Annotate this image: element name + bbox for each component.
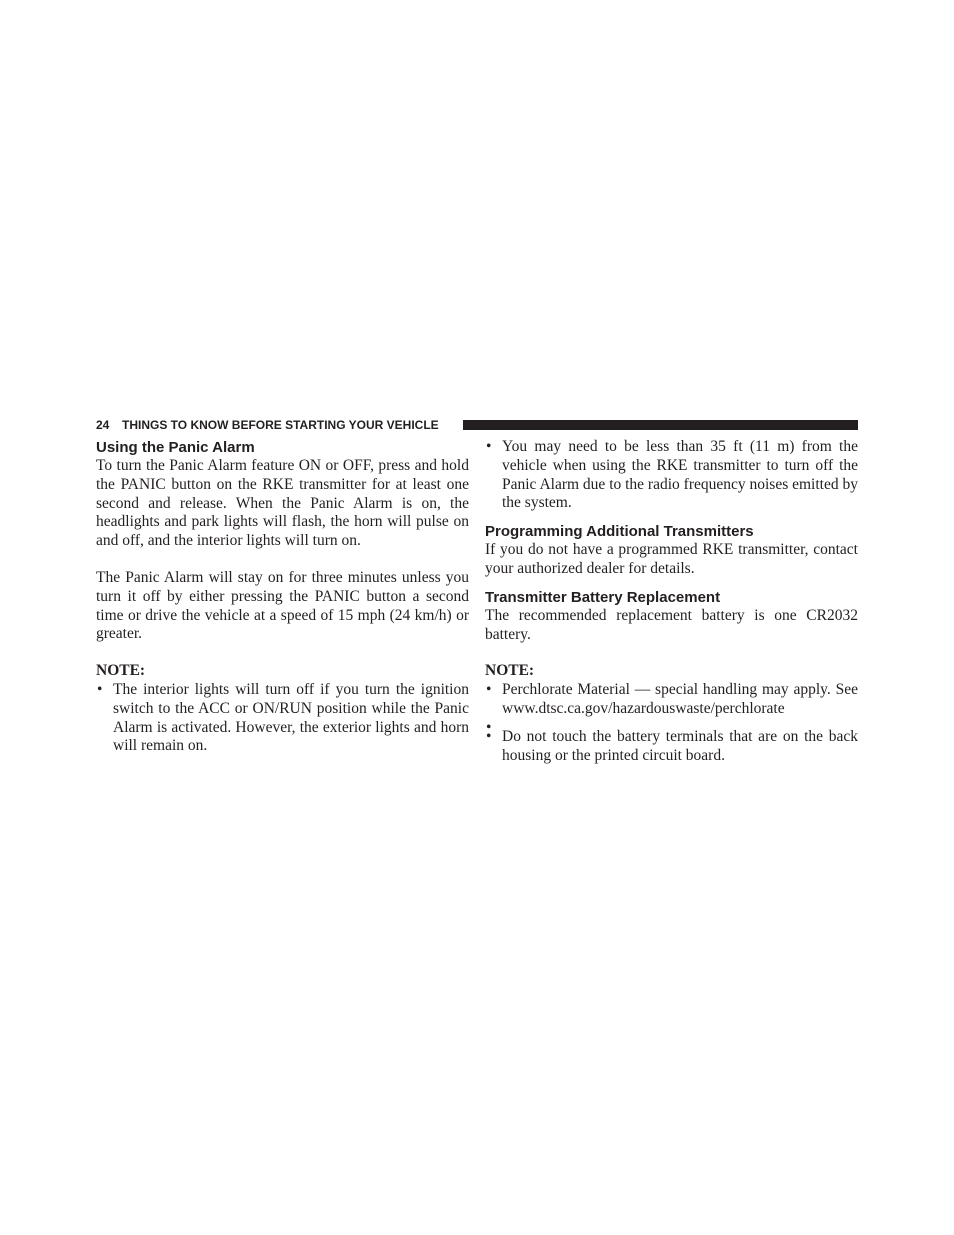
note-label: NOTE:: [485, 662, 535, 680]
note-list: [96, 681, 469, 756]
battery-paragraph: The recommended replacement battery is one CR2032 battery.: [485, 606, 858, 643]
section-title: THINGS TO KNOW BEFORE STARTING YOUR VEHICLE: [122, 418, 439, 432]
note-item: • The interior lights will turn off if you turn the ignition switch to the ACC or ON/RUN position while the Panic Alarm is activated. However, the exterior lights and horn will remain on.: [96, 681, 469, 756]
panic-alarm-heading: Using the Panic Alarm: [96, 439, 255, 456]
panic-alarm-paragraph-2: The Panic Alarm will stay on for three minutes unless you turn it off by either pressing the PANIC button a second time or drive the vehicle at a speed of 15 mph (24 km/h) or greater.: [96, 568, 469, 643]
panic-alarm-paragraph-1: To turn the Panic Alarm feature ON or OFF, press and hold the PANIC button on the RKE transmitter for at least one second and release. When the Panic Alarm is on, the headlights and park lights will flash, the horn will pulse on and off, and the interior lights will turn on.: [96, 457, 469, 550]
programming-transmitters-heading: Programming Additional Transmitters: [485, 523, 754, 541]
panic-bullet-list: [485, 438, 858, 513]
battery-terminals-note-item: • Do not touch the battery terminals that are on the back housing or the printed circuit board.: [485, 728, 858, 766]
note-list: [485, 681, 858, 765]
left-column: [96, 438, 469, 756]
note-label: NOTE:: [96, 662, 146, 680]
page-header: [96, 417, 858, 433]
battery-replacement-heading: Transmitter Battery Replacement: [485, 588, 721, 606]
list-spacer: [485, 719, 858, 728]
range-bullet-item: • You may need to be less than 35 ft (11 m) from the vehicle when using the RKE transmitter to turn off the Panic Alarm due to the radio frequency noises emitted by the system.: [485, 438, 858, 513]
header-rule-bar: [463, 420, 858, 430]
programming-paragraph: If you do not have a programmed RKE transmitter, contact your authorized dealer for details.: [485, 541, 858, 577]
right-column: [485, 438, 858, 765]
page-number: 24: [96, 418, 110, 432]
perchlorate-note-item: • Perchlorate Material — special handling may apply. See www.dtsc.ca.gov/hazardouswaste/perchlorate: [485, 681, 858, 719]
